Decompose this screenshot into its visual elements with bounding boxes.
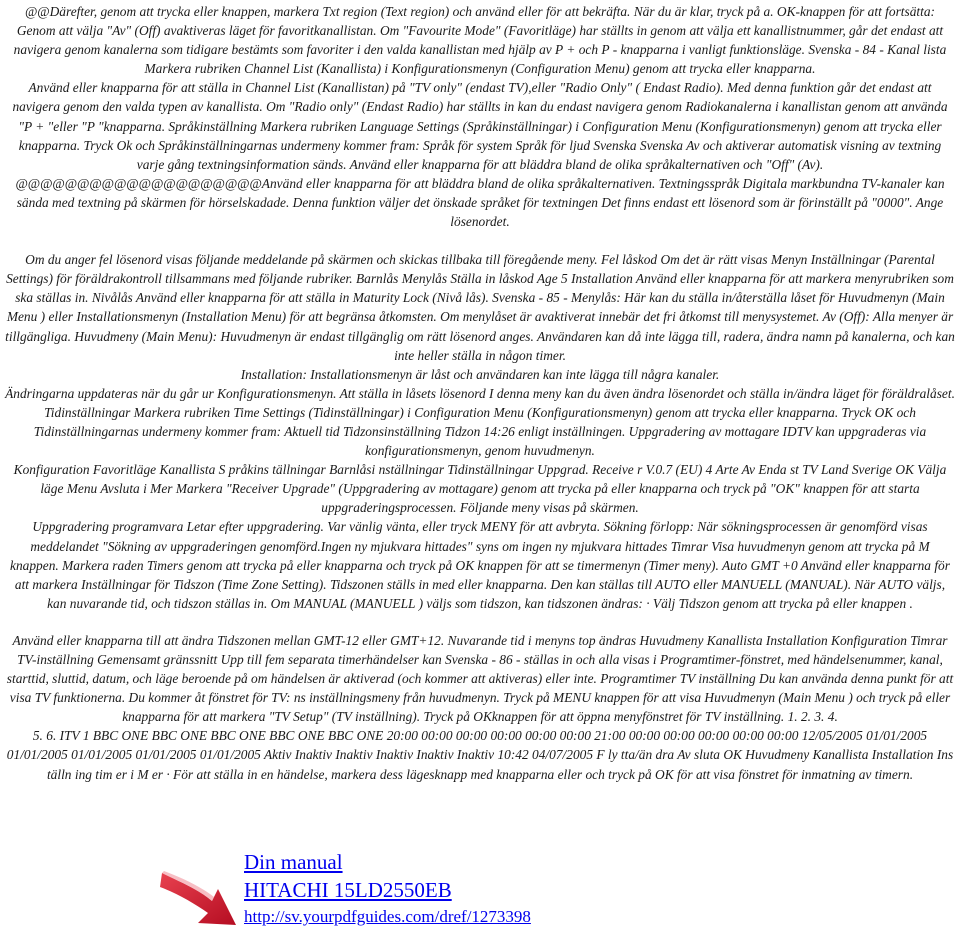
paragraph-installation-lock: Installation: Installationsmenyn är låst och användaren kan inte lägga till några kanaler. xyxy=(240,366,720,382)
manual-footer xyxy=(158,849,718,939)
paragraph-receiver-upgrade: Konfiguration Favoritläge Kanallista S pråkins tällningar Barnlåsi nställningar Tidinställningar Uppgrad. Receive r V.0.7 (EU) 4 Arte Av Enda st TV Land Sverige OK Välja läge Menu Avsluta i Mer Markera "Receiver Upgrade" (Uppgradering av mottagare) genom att trycka på eller knapparna och tryck på "OK" knappen för att starta uppgraderingsprocessen. Följande meny visas på skärmen. xyxy=(13,462,947,516)
paragraph-channel-list-language: Använd eller knapparna för att ställa in Channel List (Kanallistan) på "TV only" (endast TV),eller "Radio Only" ( Endast Radio). Med denna funktion går det endast att navigera genom den valda typen av kanallista. Om "Radio only" (Endast Radio) har ställts in kan du endast navigera genom Radiokanalerna i kanallistan genom att använda "P + "eller "P "knapparna. Språkinställning Markera rubriken Language Settings (Språkinställningar) i Configuration Menu (Konfigurationsmenyn) genom att trycka eller knapparna. Tryck Ok och Språkinställningarnas undermeny kommer fram: Språk för system Språk för ljud Svenska Svenska Av och aktiverar automatisk visning av textning varje gång textningsinformation sänds. Använd eller knapparna för att bläddra bland de olika språkalternativen och "Off" (Av). @@@@@@@@@@@@@@@@@@@@Använd eller knapparna för att bläddra bland de olika språkalternativen. Textningsspråk Digitala markbundna TV-kanaler kan sända med textning på skärmen för hörselskadade. Denna funktion väljer det önskade språket för textningen Det finns endast ett lösenord som är förinställt på "0000". Ange lösenordet. xyxy=(12,80,948,230)
red-arrow-icon xyxy=(158,859,240,933)
paragraph-time-settings: Ändringarna uppdateras när du går ur Konfigurationsmenyn. Att ställa in låsets lösenord I denna meny kan du även ändra lösenordet och ställa in/ändra läget för föräldralåset. Tidinställningar Markera rubriken Time Settings (Tidinställningar) i Configuration Menu (Konfigurationsmenyn) genom att trycka eller knapparna. Tryck OK och Tidinställningarnas undermeny kommer fram: Aktuell tid Tidzonsinställning Tidzon 14:26 enligt inställningen. Uppgradering av mottagare IDTV kan uppgraderas via konfigurationsmenyn, genom huvudmenyn. xyxy=(5,385,955,459)
paragraph-timer-table: 5. 6. ITV 1 BBC ONE BBC ONE BBC ONE BBC ONE BBC ONE 20:00 00:00 00:00 00:00 00:00 00:00 21:00 00:00 00:00 00:00 00:00 00:00 12/05/2005 01/01/2005 01/01/2005 01/01/2005 01/01/2005 01/01/2005 Aktiv Inaktiv Inaktiv Inaktiv Inaktiv Inaktiv 10:42 04/07/2005 F ly tta/än dra Av sluta OK Huvudmeny Kanallista Installation Ins tälln ing tim er i M er · För att ställa in en händelse, markera dess lägesknapp med knapparna eller och tryck på OK för att visa fönstret för inmatning av timern. xyxy=(6,728,954,782)
paragraph-time-zone-tv-setup: Använd eller knapparna till att ändra Tidszonen mellan GMT-12 eller GMT+12. Nuvarande tid i menyns top ändras Huvudmeny Kanallista Installation Konfiguration Timrar TV-inställning Gemensamt gränssnitt Upp till fem separata timerhändelser kan Svenska - 86 - ställas in och alla visas i Programtimer-fönstret, med händelsenummer, kanal, starttid, sluttid, datum, och läge beroende på om händelsen är aktiverad (och kommer att aktiveras) eller inte. Programtimer TV inställning Du kan använda denna punkt för att visa TV funktionerna. Du kommer åt fönstret för TV: ns inställningsmeny från huvudmenyn. Tryck på MENU knappen för att visa Huvudmenyn (Main Menu ) och tryck på eller knapparna för att markera "TV Setup" (TV inställning). Tryck på OKknappen för att öppna menyfönstret för TV inställning. 1. 2. 3. 4. xyxy=(6,632,954,725)
paragraph-favorite-channel-list: @@Därefter, genom att trycka eller knappen, markera Txt region (Text region) och använd eller för att bekräfta. När du är klar, tryck på a. OK-knappen för att fortsätta: Genom att välja "Av" (Off) avaktiveras läget för favoritkanallistan. Om "Favourite Mode" (Favoritläge) har ställts in genom att välja ett kanallistnummer, går det endast att navigera genom kanalerna som tidigare bestämts som favoriter i den valda kanallistan med hjälp av P + och P - knapparna i vanligt funktionsläge. Svenska - 84 - Kanal lista Markera rubriken Channel List (Kanallista) i Konfigurationsmenyn (Configuration Menu) genom att trycka eller knapparna. xyxy=(13,4,947,77)
document-body xyxy=(5,2,955,784)
footer-links xyxy=(244,849,531,929)
paragraph-gap xyxy=(5,231,955,250)
manual-link[interactable]: Din manual xyxy=(244,850,343,874)
paragraph-software-upgrade-timers: Uppgradering programvara Letar efter uppgradering. Var vänlig vänta, eller tryck MENY för att avbryta. Sökning förlopp: När sökningsprocessen är genomförd visas meddelandet "Sökning av uppgraderingen genomförd.Ingen ny mjukvara hittades" syns om ingen ny mjukvara hittades Timrar Visa huvudmenyn genom att trycka på M knappen. Markera raden Timers genom att trycka på eller knapparna och tryck på OK knappen för att se timermenyn (Timer meny). Auto GMT +0 Använd eller knapparna för att markera Inställningar för Tidszon (Time Zone Setting). Tidszonen ställs in med eller knapparna. Den kan ställas till AUTO eller MANUELL (MANUAL). När AUTO väljs, kan nuvarande tid, och tidszon ställas in. Om MANUAL (MANUELL ) väljs som tidszon, kan tidszonen ändras: · Välj Tidszon genom att trycka på eller knappen . xyxy=(10,519,950,611)
paragraph-gap xyxy=(5,613,955,631)
model-link[interactable]: HITACHI 15LD2550EB xyxy=(244,878,452,902)
manual-url-link[interactable]: http://sv.yourpdfguides.com/dref/1273398 xyxy=(244,907,531,926)
paragraph-password-menu-lock: Om du anger fel lösenord visas följande meddelande på skärmen och skickas tillbaka till föregående meny. Fel låskod Om det är rätt visas Menyn Inställningar (Parental Settings) för föräldrakontroll tillsammans med följande rubriker. Barnlås Menylås Ställa in låskod Age 5 Installation Använd eller knapparna för att markera menyrubriken som ska ställas in. Nivålås Använd eller knapparna för att ställa in Maturity Lock (Nivå lås). Svenska - 85 - Menylås: Här kan du ställa in/återställa låset för Huvudmenyn (Main Menu ) eller Installationsmenyn (Installation Menu) för att begränsa åtkomsten. Om menylåset är avaktiverat innebär det fri åtkomst till menysystemet. Av (Off): Alla menyer är tillgängliga. Huvudmeny (Main Menu): Huvudmenyn är endast tillgänglig om rätt lösenord anges. Användaren kan då inte lägga till, radera, ändra namn på kanalerna, och kan inte heller ställa in någon timer. xyxy=(5,252,955,363)
